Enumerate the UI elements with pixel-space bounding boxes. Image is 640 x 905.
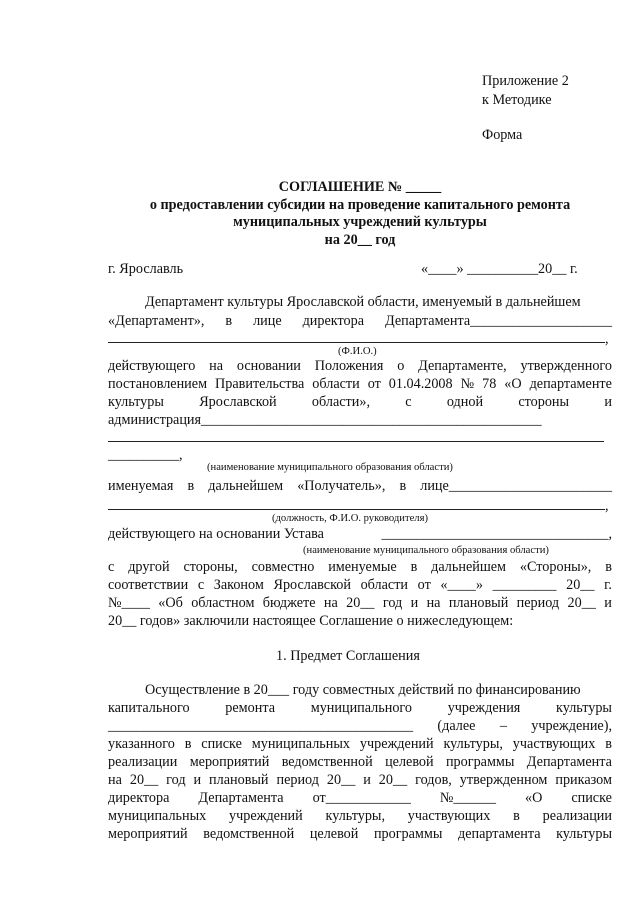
para1-line-7: администрация________________________________________________ (108, 412, 542, 428)
place: г. Ярославль (108, 261, 184, 277)
para1-line-4: действующего на основании Положения о Департаменте, утвержденного (108, 358, 612, 374)
section1-line-6: на 20__ год и плановый период 20__ и 20__ годов, утвержденном приказом (108, 772, 612, 788)
head-comma: , (605, 498, 609, 514)
agreement-date: «____» __________20__ г. (421, 261, 578, 277)
para1-line-16: 20__ годов» заключили настоящее Соглашение о нижеследующем: (108, 613, 514, 629)
form-label: Форма (482, 127, 523, 143)
para1-line-10: именуемая в дальнейшем «Получатель», в лице_______________________ (108, 478, 612, 494)
agreement-title: СОГЛАШЕНИЕ № _____ (278, 179, 442, 195)
para1-line-1: Департамент культуры Ярославской области, именуемый в дальнейшем (145, 294, 581, 310)
fio-comma: , (605, 331, 609, 347)
section1-line-3: ___________________________________________ (далее – учреждение), (108, 718, 612, 734)
para1-line-9: __________, (108, 447, 183, 463)
fio-caption: (Ф.И.О.) (338, 346, 377, 357)
para1-line-6: культуры Ярославской области», с одной стороны и (108, 394, 612, 410)
section1-line-7: директора Департамента от____________ №______ «О списке (108, 790, 612, 806)
charter-caption: (наименование муниципального образования области) (303, 545, 549, 556)
agreement-subtitle-1: о предоставлении субсидии на проведение капитального ремонта (149, 197, 571, 213)
section1-line-1: Осуществление в 20___ году совместных действий по финансированию (145, 682, 581, 698)
appendix-line-1: Приложение 2 (482, 73, 569, 89)
agreement-year: на 20__ год (324, 232, 396, 248)
section1-line-8: муниципальных учреждений культуры, участвующих в реализации (108, 808, 612, 824)
para1-line-13: с другой стороны, совместно именуемые в дальнейшем «Стороны», в (108, 559, 612, 575)
section1-line-9: мероприятий ведомственной целевой программы департамента культуры (108, 826, 612, 842)
para1-line-12: действующего на основании Устава ________________________________, (108, 526, 612, 542)
fio-blank-line (108, 342, 605, 343)
appendix-line-2: к Методике (482, 92, 552, 108)
head-caption: (должность, Ф.И.О. руководителя) (272, 513, 428, 524)
admin-caption: (наименование муниципального образования области) (207, 462, 453, 473)
admin-blank-line (108, 441, 604, 442)
para1-line-14: соответствии с Законом Ярославской области от «____» _________ 20__ г. (108, 577, 612, 593)
section1-line-2: капитального ремонта муниципального учреждения культуры (108, 700, 612, 716)
para1-line-15: №____ «Об областном бюджете на 20__ год и на плановый период 20__ и (108, 595, 612, 611)
para1-line-2: «Департамент», в лице директора Департамента____________________ (108, 313, 612, 329)
head-blank-line (108, 509, 605, 510)
agreement-subtitle-2: муниципальных учреждений культуры (233, 214, 487, 230)
section-1-heading: 1. Предмет Соглашения (276, 648, 420, 664)
para1-line-5: постановлением Правительства области от 01.04.2008 № 78 «О департаменте (108, 376, 612, 392)
section1-line-4: указанного в списке муниципальных учреждений культуры, участвующих в (108, 736, 612, 752)
section1-line-5: реализации мероприятий ведомственной целевой программы Департамента (108, 754, 612, 770)
